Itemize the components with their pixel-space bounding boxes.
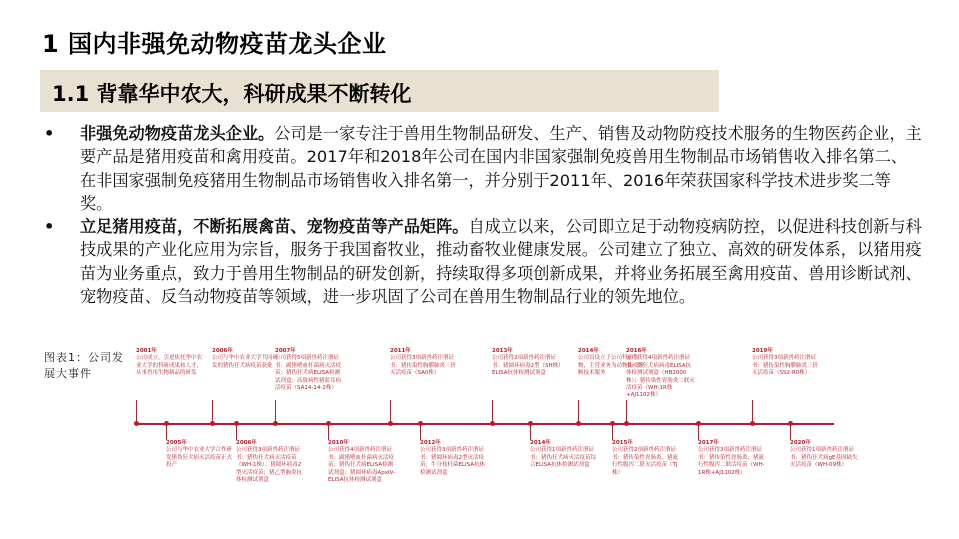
timeline-event-top xyxy=(492,348,562,378)
event-marker-icon xyxy=(624,421,629,426)
event-marker-icon xyxy=(164,421,169,426)
event-text: 公司首设立子公司科前生物，主营业务为动物防疫诊断技术服务 xyxy=(578,355,645,377)
event-year: 2020年 xyxy=(790,440,811,446)
timeline-event-top xyxy=(275,348,345,392)
event-year: 2013年 xyxy=(492,348,513,354)
event-connector xyxy=(612,424,613,440)
event-year: 2014年 xyxy=(530,440,551,446)
event-marker-icon xyxy=(528,421,533,426)
event-text: 公司与华中农业大学共同研发的猪伪狂犬病疫苗获批 xyxy=(212,355,279,369)
event-year: 2011年 xyxy=(390,348,411,354)
event-connector xyxy=(420,424,421,440)
bullet-item xyxy=(42,215,922,308)
event-year: 2019年 xyxy=(752,348,773,354)
event-year: 2014年 xyxy=(578,348,599,354)
event-connector xyxy=(492,400,493,422)
event-marker-icon xyxy=(788,421,793,426)
bullet-list xyxy=(42,122,922,308)
bullet-dot-icon: • xyxy=(44,217,55,237)
event-text: 公司获得3项新兽药注册证书：猪传染性胃肠炎、猪流行性腹泻二联活疫苗（WH-1R株+AJ1102株） xyxy=(698,447,765,476)
section-header xyxy=(40,70,719,112)
timeline-event-top xyxy=(390,348,460,378)
event-text: 公司成立，引进依托华中农业大学的科研成果和人才，从事兽用生物制品的研发 xyxy=(136,355,203,377)
section-title: 1.1 背靠华中农大，科研成果不断转化 xyxy=(52,82,412,106)
event-marker-icon xyxy=(696,421,701,426)
event-connector xyxy=(578,400,579,422)
event-connector xyxy=(212,400,213,422)
timeline-event-top xyxy=(626,348,696,400)
event-marker-icon xyxy=(418,421,423,426)
timeline-event-bottom xyxy=(166,440,236,470)
event-text: 公司获得2项新兽药注册证书：猪圆环病毒2型（SH株）ELISA抗体检测试剂盒 xyxy=(492,355,561,377)
timeline-event-bottom xyxy=(698,440,768,477)
event-marker-icon xyxy=(490,421,495,426)
event-connector xyxy=(790,424,791,440)
event-connector xyxy=(626,400,627,422)
event-marker-icon xyxy=(750,421,755,426)
event-text: 公司获得2项新兽药注册证书：猪传染性胃肠炎、猪流行性腹泻二联灭活疫苗（TJ株） xyxy=(612,447,679,476)
bullet-text: 公司是一家专注于兽用生物制品研发、生产、销售及动物防疫技术服务的生物医药企业，主要产品是猪用疫苗和禽用疫苗。2017年和2018年公司在国内非国家强制免疫兽用生物制品市场销售收入排名第二、在非国家强制免疫猪用生物制品市场销售收入排名第一，并分别于2011年、2016年荣获国家科学技术进步奖二等奖。 xyxy=(80,124,922,213)
event-marker-icon xyxy=(234,421,239,426)
timeline-event-top xyxy=(212,348,282,370)
event-marker-icon xyxy=(388,421,393,426)
bullet-lead: 非强免动物疫苗龙头企业。 xyxy=(80,124,275,143)
event-year: 2006年 xyxy=(212,348,233,354)
timeline-event-bottom xyxy=(328,440,398,484)
bullet-item xyxy=(42,122,922,215)
event-marker-icon xyxy=(210,421,215,426)
event-text: 公司获得3项新兽药注册证书：猪传染性胸膜肺炎三价灭活疫苗（SS2-R0株） xyxy=(752,355,819,377)
timeline-event-bottom xyxy=(530,440,600,470)
event-text: 公司获得1项新兽药注册证书：猪伪狂犬病灭活疫苗综合ELISA抗体检测试剂盒 xyxy=(530,447,597,469)
event-year: 2017年 xyxy=(698,440,719,446)
timeline-event-top xyxy=(752,348,822,378)
event-year: 2006年 xyxy=(236,440,257,446)
bullet-lead: 立足猪用疫苗，不断拓展禽苗、宠物疫苗等产品矩阵。 xyxy=(80,217,469,237)
bullet-dot-icon: • xyxy=(44,124,55,143)
event-text: 公司获得5项新兽药注册证书：副猪嗜血杆菌病灭活疫苗；猪伪狂犬病ELISA检测试剂盒；高致病性猪蓝耳病活疫苗（SA14-14-2株） xyxy=(275,355,342,392)
event-year: 2012年 xyxy=(420,440,441,446)
event-text: 公司获得3项新兽药注册证书：猪圆环病毒2型灭活疫苗；牛分枝杆菌ELISA抗体检测试剂盒 xyxy=(420,447,486,476)
event-text: 公司与华中农业大学合作研发猪伪狂犬病灭活疫苗正式投产 xyxy=(166,447,233,469)
event-marker-icon xyxy=(610,421,615,426)
event-year: 2007年 xyxy=(275,348,296,354)
event-connector xyxy=(530,424,531,440)
event-year: 2001年 xyxy=(136,348,157,354)
event-year: 2016年 xyxy=(626,348,647,354)
timeline-event-bottom xyxy=(612,440,682,477)
event-year: 2005年 xyxy=(166,440,187,446)
bullet-text: 自成立以来，公司即立足于动物疫病防控，以促进科技创新与科技成果的产业化应用为宗旨，服务于我国畜牧业，推动畜牧业健康发展。公司建立了独立、高效的研发体系，以猪用疫苗为业务重点，致力于兽用生物制品的研发创新，持续取得多项创新成果，并将业务拓展至禽用疫苗、兽用诊断试剂、宠物疫苗、反刍动物疫苗等领域，进一步巩固了公司在兽用生物制品行业的领先地位。 xyxy=(80,217,922,307)
timeline-event-top xyxy=(136,348,206,378)
event-text: 公司获得4项新兽药注册证书：伪狂犬病病毒ELISA抗体检测试剂盒（HB2000株）；猪传染性胃肠炎二联灭活疫苗（WH-1R株+AJ1102株） xyxy=(626,355,695,399)
timeline-event-bottom xyxy=(236,440,306,484)
timeline-event-bottom xyxy=(420,440,490,477)
event-connector xyxy=(328,424,329,440)
figure-label: 图表1：公司发展大事件 xyxy=(44,351,124,380)
event-connector xyxy=(236,424,237,440)
event-marker-icon xyxy=(326,421,331,426)
event-text: 公司获得3项新兽药注册证书：猪传染性胸膜肺炎三价灭活疫苗（SA0株） xyxy=(390,355,457,377)
event-text: 公司获得4项新兽药注册证书：副猪嗜血杆菌病灭活疫苗；猪伪狂犬病ELISA检测试剂盒；猪圆环病毒ApxIV-ELISA抗体检测试剂盒 xyxy=(328,447,396,484)
event-year: 2010年 xyxy=(328,440,349,446)
timeline-axis xyxy=(138,423,834,425)
event-marker-icon xyxy=(273,421,278,426)
timeline-event-bottom xyxy=(790,440,860,470)
page-title: 1 国内非强免动物疫苗龙头企业 xyxy=(42,30,387,58)
event-connector xyxy=(752,400,753,422)
event-connector xyxy=(166,424,167,440)
event-connector xyxy=(136,400,137,422)
event-connector xyxy=(698,424,699,440)
event-text: 公司获得1项新兽药注册证书：猪伪狂犬病gE基因缺失灭活疫苗（WH-09株） xyxy=(790,447,858,469)
event-text: 公司获得3项新兽药注册证书：猪伪狂犬病灭活疫苗（WH-1株）；猪圆环病毒2型灭活疫苗；猪乙型脑炎抗体检测试剂盒 xyxy=(236,447,303,484)
event-marker-icon xyxy=(134,421,139,426)
event-connector xyxy=(390,400,391,422)
event-connector xyxy=(275,400,276,422)
event-year: 2015年 xyxy=(612,440,633,446)
event-marker-icon xyxy=(576,421,581,426)
